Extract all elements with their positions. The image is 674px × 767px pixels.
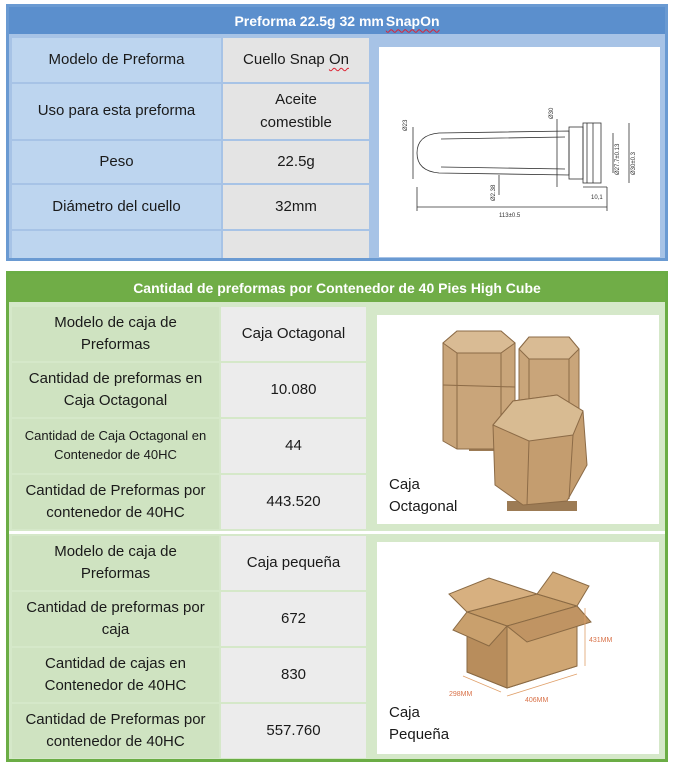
dim-d30: Ø30 [549,107,555,119]
dim-height: 431MM [589,637,613,644]
preform-technical-drawing [379,47,660,257]
dim-neck: 10,1 [591,195,603,201]
small-count-value: 830 [221,648,366,702]
small-count-label: Cantidad de cajas en Contenedor de 40HC [12,648,219,702]
dim-d23: Ø23 [403,119,409,131]
small-model-value: Caja pequeña [221,536,366,590]
preform-weight-label: Peso [12,141,221,183]
small-total-label: Cantidad de Preformas por contenedor de 40HC [12,704,219,758]
small-qty-value: 672 [221,592,366,646]
dim-width: 406MM [525,697,549,704]
small-model-label: Modelo de caja de Preformas [12,536,219,590]
oct-model-label: Modelo de caja de Preformas [12,307,219,361]
oct-count-value: 44 [221,419,366,473]
oct-model-value: Caja Octagonal [221,307,366,361]
neck-diameter-value: 32mm [223,185,369,229]
dim-depth: 298MM [449,691,473,698]
small-box-caption: Caja Pequeña [389,704,450,743]
octagonal-caption: Caja Octagonal [389,476,458,515]
oct-total-label: Cantidad de Preformas por contenedor de 40HC [12,475,219,529]
small-qty-label: Cantidad de preformas por caja [12,592,219,646]
preform-spec-panel [6,4,668,261]
oct-qty-label: Cantidad de preformas en Caja Octagonal [12,363,219,417]
preform-model-value: Cuello Snap On [223,38,369,82]
empty-value-cell [223,231,369,258]
preform-model-label: Modelo de Preforma [12,38,221,82]
oct-count-label: Cantidad de Caja Octagonal en Contenedor de 40HC [12,419,219,473]
preform-weight-value: 22.5g [223,141,369,183]
preform-drawing-box [379,47,660,257]
dim-d238: Ø2.38 [491,184,497,201]
oct-total-value: 443.520 [221,475,366,529]
dim-d305: Ø30±0.3 [631,152,637,175]
small-total-value: 557.760 [221,704,366,758]
dim-d277: Ø27.7±0.13 [615,143,621,175]
preform-title: Preforma 22.5g 32 mm SnapOn [9,7,665,34]
preform-title-brand: SnapOn [385,12,440,29]
neck-diameter-label: Diámetro del cuello [12,185,221,229]
preform-use-value: Aceite comestible [223,84,369,139]
section-divider [9,531,665,534]
container-title: Cantidad de preformas por Contenedor de 40 Pies High Cube [9,274,665,302]
oct-qty-value: 10.080 [221,363,366,417]
container-quantity-panel [6,271,668,762]
preform-use-label: Uso para esta preforma [12,84,221,139]
dim-length: 113±0.5 [499,213,521,219]
empty-label-cell [12,231,221,258]
